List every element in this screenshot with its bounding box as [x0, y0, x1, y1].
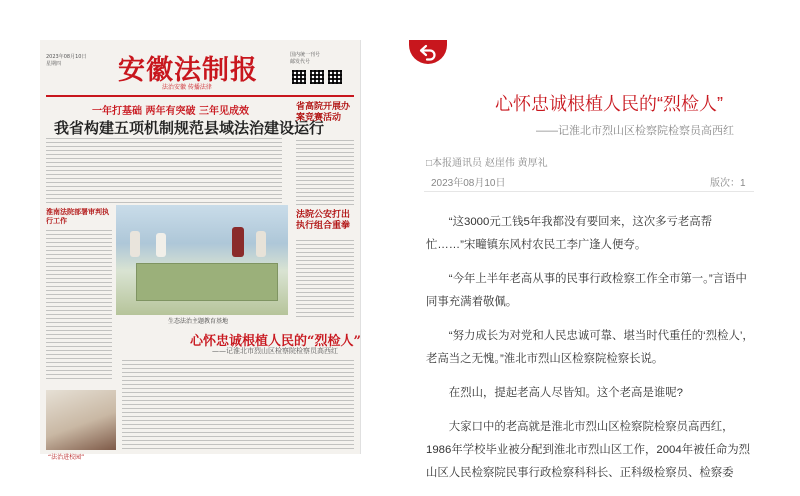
qr-code-icon [292, 70, 306, 84]
article-paragraph: 在烈山，提起老高人尽皆知。这个老高是谁呢? [448, 387, 683, 399]
back-button[interactable] [409, 40, 447, 64]
photo-caption: 生态法治主题教育基地 [168, 318, 229, 325]
paper-masthead: 安徽法制报 [118, 55, 258, 86]
lead-story-headline: 我省构建五项机制规范县域法治建设运行 [54, 119, 325, 137]
side-story-1: 省高院开展办案竞赛活动 [296, 102, 351, 123]
qr-code-icon [328, 70, 342, 84]
paper-postal-code: 邮发代号 [290, 59, 311, 65]
news-photo [116, 205, 288, 315]
article-title: 心怀忠诚根植人民的“烈检人” [495, 94, 723, 114]
news-photo-2 [46, 390, 116, 450]
paper-date-info [46, 54, 86, 68]
paper-masthead-slogan: 法治安徽 传播法律 [162, 84, 212, 91]
back-arrow-icon [419, 44, 437, 60]
article-paragraph: “努力成长为对党和人民忠诚可靠、堪当时代重任的‘烈检人’，老高当之无愧。”淮北市烈山区检察院检察长说。 [426, 330, 754, 365]
text-column [46, 230, 112, 380]
article-date: 2023年08月10日 [431, 178, 506, 189]
paper-date: 2023年08月10日 [46, 54, 87, 60]
article-byline: □本报通讯员 赵崖伟 黄厚礼 [426, 158, 548, 169]
side-story-2: 法院公安打出执行组合重拳 [296, 210, 351, 231]
article-paragraph: 大家口中的老高就是淮北市烈山区检察院检察员高西红，1986年学校毕业被分配到淮北市烈山区工作，2004年被任命为烈山区人民检察院民事行政检察科科长、正科级检察员、检察委 [426, 421, 751, 479]
article-subtitle: ——记淮北市烈山区检察院检察员高西红 [536, 125, 734, 137]
qr-code-icon [310, 70, 324, 84]
newspaper-page-image[interactable] [40, 40, 361, 461]
meta-divider [424, 191, 754, 192]
text-column [296, 140, 354, 206]
paper-weekday: 星期四 [46, 61, 62, 67]
text-column [46, 138, 282, 204]
photo-2-caption: “法治进校园” [48, 454, 85, 461]
paper-publication-info [290, 52, 320, 66]
text-column [296, 240, 354, 320]
masthead-rule [46, 95, 354, 97]
article-paragraph: “这3000元工钱5年我都没有要回来，这次多亏老高帮忙……”宋疃镇东风村农民工李广逢人便夸。 [426, 216, 713, 251]
feature-headline: 心怀忠诚根植人民的“烈检人” [190, 334, 361, 349]
lead-story-kicker: 一年打基础 两年有突破 三年见成效 [92, 106, 249, 117]
article-paragraph: “今年上半年老高从事的民事行政检察工作全市第一。”言语中同事充满着敬佩。 [426, 273, 747, 308]
article-edition: 版次：1 [710, 178, 746, 189]
text-column [122, 360, 354, 450]
article-body [426, 211, 756, 496]
paper-issn: 国内统一刊号 [290, 52, 321, 58]
feature-subheadline: ——记淮北市烈山区检察院检察员高西红 [212, 347, 338, 355]
mini-headline: 淮南法院部署审判执行工作 [46, 208, 109, 225]
